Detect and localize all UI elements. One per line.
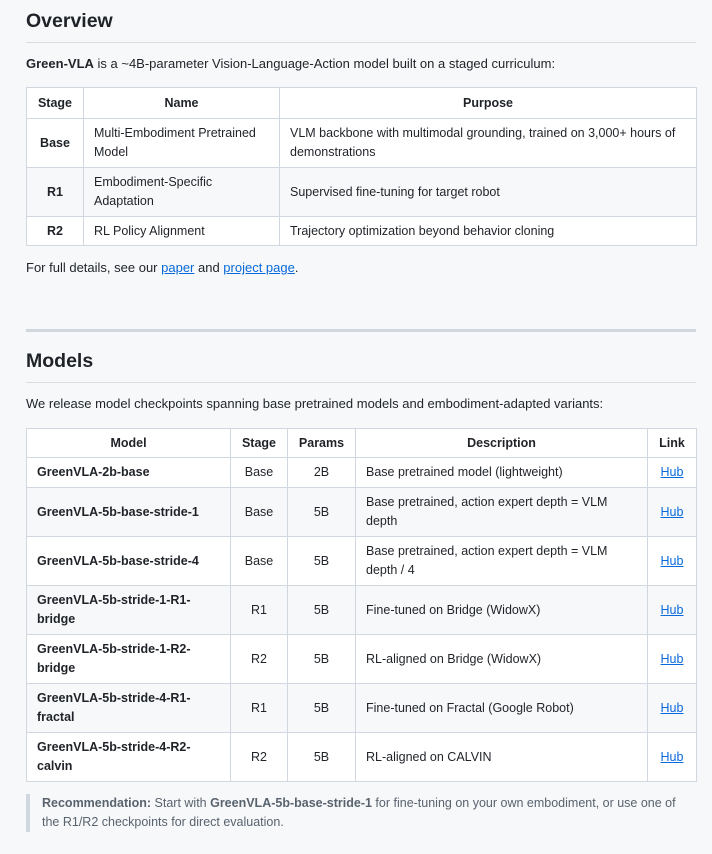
- hub-link[interactable]: Hub: [660, 465, 684, 479]
- hub-link[interactable]: Hub: [660, 651, 684, 666]
- model-cell: GreenVLA-5b-base-stride-4: [27, 537, 231, 586]
- description-cell: Fine-tuned on Fractal (Google Robot): [356, 684, 648, 733]
- table-row: [27, 217, 697, 246]
- note-text-2: for fine-tuning on your own embodiment, or use one of the R1/R2 checkpoints for direct evaluation.: [42, 796, 676, 829]
- section-divider: [26, 329, 696, 332]
- project-page-link[interactable]: project page: [223, 260, 295, 275]
- stage-cell: Base: [27, 119, 84, 168]
- details-and: and: [194, 260, 224, 275]
- recommendation-note: [26, 794, 696, 832]
- name-cell: Embodiment-Specific Adaptation: [84, 168, 280, 217]
- description-cell: RL-aligned on CALVIN: [356, 733, 648, 782]
- description-cell: Fine-tuned on Bridge (WidowX): [356, 586, 648, 635]
- column-header-link: Link: [648, 429, 697, 458]
- description-cell: Base pretrained, action expert depth = VLM depth: [356, 488, 648, 537]
- description-cell: Base pretrained, action expert depth = VLM depth / 4: [356, 537, 648, 586]
- details-prefix: For full details, see our: [26, 260, 162, 275]
- intro-model-name: Green-VLA: [26, 56, 94, 71]
- name-cell: RL Policy Alignment: [84, 217, 280, 246]
- hub-link[interactable]: Hub: [660, 602, 684, 617]
- stage-cell: Base: [231, 488, 288, 537]
- column-header-purpose: Purpose: [280, 88, 697, 119]
- purpose-cell: Trajectory optimization beyond behavior cloning: [280, 217, 697, 246]
- curriculum-table: [26, 87, 697, 246]
- hub-link[interactable]: Hub: [660, 553, 684, 568]
- models-table: [26, 428, 697, 782]
- model-cell: GreenVLA-5b-stride-4-R2-calvin: [27, 733, 231, 782]
- column-header-params: Params: [288, 429, 356, 458]
- hub-link[interactable]: Hub: [660, 749, 684, 764]
- column-header-description: Description: [356, 429, 648, 458]
- table-row: [27, 119, 697, 168]
- stage-cell: Base: [231, 537, 288, 586]
- params-cell: 2B: [288, 458, 356, 488]
- column-header-name: Name: [84, 88, 280, 119]
- model-cell: GreenVLA-5b-base-stride-1: [27, 488, 231, 537]
- params-cell: 5B: [288, 684, 356, 733]
- description-cell: Base pretrained model (lightweight): [356, 458, 648, 488]
- overview-heading: Overview: [26, 9, 696, 43]
- params-cell: 5B: [288, 586, 356, 635]
- params-cell: 5B: [288, 733, 356, 782]
- hub-link[interactable]: Hub: [660, 700, 684, 715]
- model-cell: GreenVLA-5b-stride-1-R2-bridge: [27, 635, 231, 684]
- purpose-cell: Supervised fine-tuning for target robot: [280, 168, 697, 217]
- stage-cell: R2: [231, 635, 288, 684]
- column-header-stage: Stage: [231, 429, 288, 458]
- stage-cell: Base: [231, 458, 288, 488]
- params-cell: 5B: [288, 537, 356, 586]
- intro-text: is a ~4B-parameter Vision-Language-Action model built on a staged curriculum:: [93, 56, 556, 71]
- table-row: [27, 635, 697, 684]
- column-header-stage: Stage: [27, 88, 84, 119]
- note-label: Recommendation:: [42, 796, 152, 810]
- table-row: [27, 537, 697, 586]
- model-cell: GreenVLA-5b-stride-4-R1-fractal: [27, 684, 231, 733]
- models-heading: Models: [26, 349, 696, 383]
- note-model: GreenVLA-5b-base-stride-1: [210, 796, 372, 810]
- stage-cell: R1: [27, 168, 84, 217]
- stage-cell: R2: [231, 733, 288, 782]
- stage-cell: R2: [27, 217, 84, 246]
- table-row: [27, 586, 697, 635]
- model-cell: GreenVLA-2b-base: [27, 458, 231, 488]
- note-text-1: Start with: [151, 796, 211, 810]
- description-cell: RL-aligned on Bridge (WidowX): [356, 635, 648, 684]
- name-cell: Multi-Embodiment Pretrained Model: [84, 119, 280, 168]
- table-row: [27, 168, 697, 217]
- models-intro: We release model checkpoints spanning base pretrained models and embodiment-adapted variants:: [26, 396, 604, 411]
- table-row: [27, 733, 697, 782]
- model-cell: GreenVLA-5b-stride-1-R1-bridge: [27, 586, 231, 635]
- column-header-model: Model: [27, 429, 231, 458]
- paper-link[interactable]: paper: [161, 260, 195, 275]
- table-row: [27, 458, 697, 488]
- stage-cell: R1: [231, 684, 288, 733]
- table-row: [27, 684, 697, 733]
- details-suffix: .: [294, 260, 299, 275]
- stage-cell: R1: [231, 586, 288, 635]
- hub-link[interactable]: Hub: [660, 504, 684, 519]
- table-row: [27, 488, 697, 537]
- details-line: [26, 259, 298, 276]
- overview-intro: [26, 55, 555, 72]
- params-cell: 5B: [288, 488, 356, 537]
- params-cell: 5B: [288, 635, 356, 684]
- purpose-cell: VLM backbone with multimodal grounding, trained on 3,000+ hours of demonstrations: [280, 119, 697, 168]
